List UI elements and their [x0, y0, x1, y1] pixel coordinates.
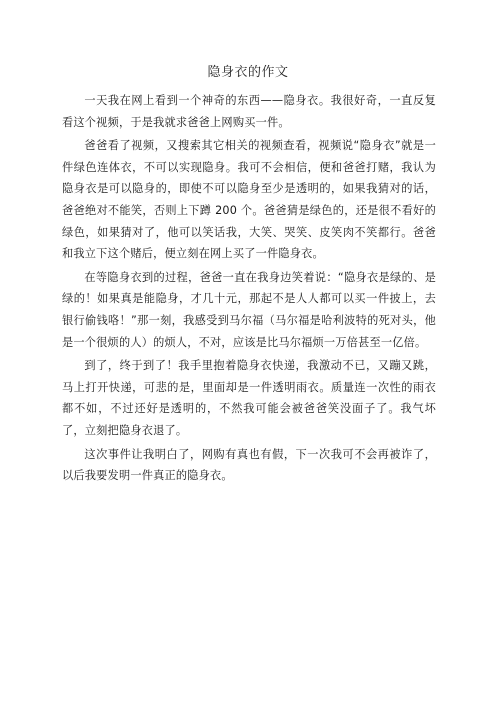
paragraph: 到了，终于到了！我手里抱着隐身衣快递，我激动不已，又蹦又跳，马上打开快递，可悲的是，里面却是一件透明雨衣。质量连一次性的雨衣都不如，不过还好是透明的，不然我可能会被爸爸笑没面子了。我气坏了，立刻把隐身衣退了。 [62, 359, 436, 437]
paragraph: 爸爸看了视频，又搜索其它相关的视频查看，视频说“隐身衣”就是一件绿色连体衣，不可以实现隐身。我可不会相信，便和爸爸打赌，我认为隐身衣是可以隐身的，即使不可以隐身至少是透明的，如果我猜对的话，爸爸绝对不能笑，否则上下蹲 200 个。爸爸猜是绿色的，还是很不看好的绿色，如果猜对了，他可以笑话我，大笑、哭笑、皮笑肉不笑都行。爸爸和我立下这个赌后，便立刻在网上买了一件隐身衣。 [62, 139, 436, 261]
paragraph: 这次事件让我明白了，网购有真也有假，下一次我可不会再被诈了，以后我要发明一件真正的隐身衣。 [62, 447, 436, 483]
document-title: 隐身衣的作文 [207, 65, 289, 80]
paragraph: 一天我在网上看到一个神奇的东西——隐身衣。我很好奇，一直反复看这个视频，于是我就求爸爸上网购买一件。 [62, 94, 436, 129]
document-body [62, 90, 436, 489]
paragraph: 在等隐身衣到的过程，爸爸一直在我身边笑着说：“隐身衣是绿的、是绿的！如果真是能隐身，才几十元，那起不是人人都可以买一件披上，去银行偷钱咯！”那一刻，我感受到马尔福（马尔福是哈利波特的死对头，他是一个很烦的人）的烦人，不对，应该是比马尔福烦一万倍甚至一亿倍。 [62, 270, 436, 349]
